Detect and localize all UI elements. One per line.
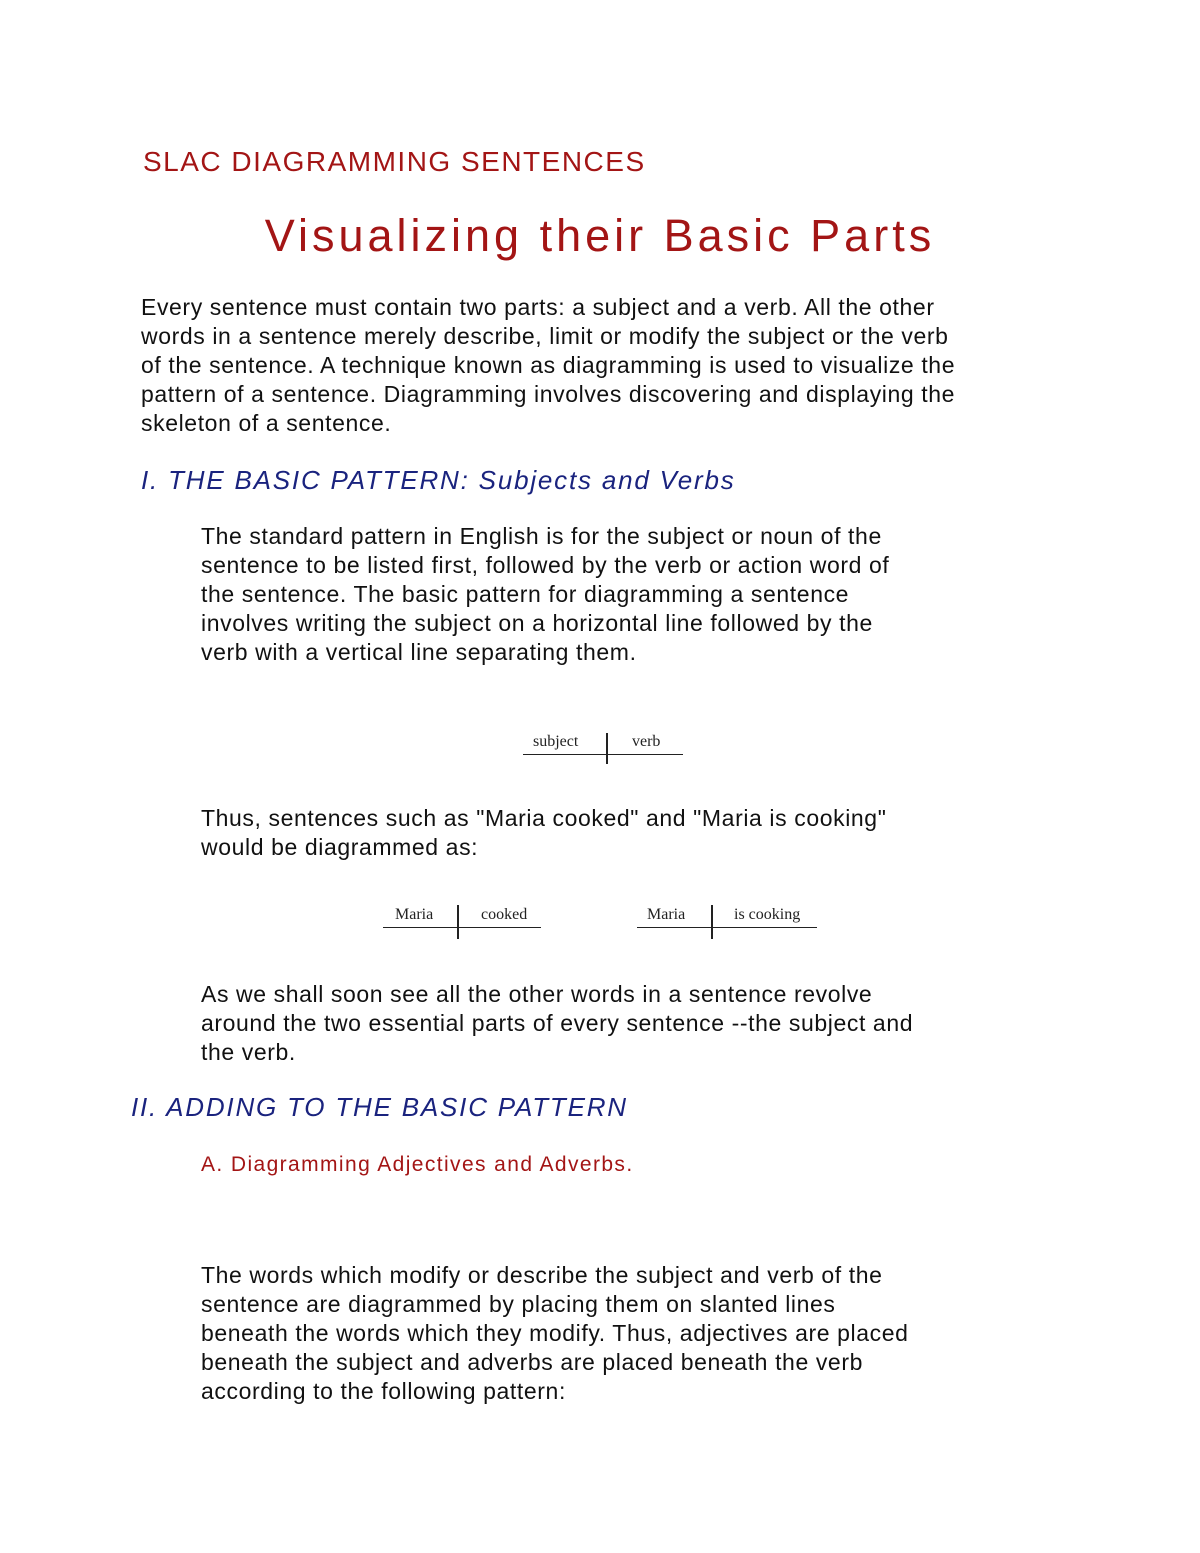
- paragraph-line: The standard pattern in English is for the subject or noun of the: [201, 523, 882, 549]
- section2-subheading: A. Diagramming Adjectives and Adverbs.: [201, 1153, 634, 1176]
- diagram-subject-word: Maria: [647, 906, 686, 923]
- diagram-divider: [711, 905, 713, 939]
- paragraph-line: the verb.: [201, 1039, 296, 1065]
- diagram-divider: [457, 905, 459, 939]
- intro-paragraph: [141, 293, 955, 438]
- document-title: Visualizing their Basic Parts: [264, 210, 936, 261]
- paragraph-line: verb with a vertical line separating them.: [201, 639, 637, 665]
- diagram-baseline: [637, 927, 817, 928]
- paragraph-line: according to the following pattern:: [201, 1378, 566, 1404]
- section1-paragraph-3: [201, 980, 913, 1067]
- section1-heading: I. THE BASIC PATTERN: Subjects and Verbs: [141, 465, 736, 495]
- diagram-baseline: [383, 927, 541, 928]
- intro-line: Every sentence must contain two parts: a subject and a verb. All the other: [141, 294, 935, 320]
- diagram-verb-word: is cooking: [734, 906, 801, 923]
- diagram-verb-word: cooked: [481, 906, 528, 923]
- paragraph-line: sentence to be listed first, followed by the verb or action word of: [201, 552, 890, 578]
- document-label: SLAC DIAGRAMMING SENTENCES: [143, 146, 646, 177]
- paragraph-line: would be diagrammed as:: [201, 834, 479, 860]
- section2-paragraph: [201, 1261, 908, 1406]
- diagram-baseline: [523, 754, 683, 755]
- paragraph-line: The words which modify or describe the subject and verb of the: [201, 1262, 883, 1288]
- paragraph-line: As we shall soon see all the other words in a sentence revolve: [201, 981, 873, 1007]
- section1-paragraph-1: [201, 522, 889, 667]
- intro-line: words in a sentence merely describe, limit or modify the subject or the verb: [141, 323, 949, 349]
- paragraph-line: the sentence. The basic pattern for diagramming a sentence: [201, 581, 850, 607]
- section1-paragraph-2: [201, 804, 886, 862]
- diagram-divider: [606, 733, 608, 764]
- paragraph-line: beneath the words which they modify. Thus, adjectives are placed: [201, 1320, 909, 1346]
- paragraph-line: beneath the subject and adverbs are placed beneath the verb: [201, 1349, 863, 1375]
- diagram-subject-word: Maria: [395, 906, 434, 923]
- paragraph-line: Thus, sentences such as "Maria cooked" and "Maria is cooking": [201, 805, 887, 831]
- intro-line: of the sentence. A technique known as diagramming is used to visualize the: [141, 352, 956, 378]
- intro-line: pattern of a sentence. Diagramming involves discovering and displaying the: [141, 381, 956, 407]
- section2-heading: II. ADDING TO THE BASIC PATTERN: [131, 1092, 628, 1122]
- diagram-verb-word: verb: [632, 733, 661, 750]
- paragraph-line: sentence are diagrammed by placing them on slanted lines: [201, 1291, 836, 1317]
- paragraph-line: around the two essential parts of every sentence --the subject and: [201, 1010, 914, 1036]
- diagram-subject-word: subject: [533, 733, 579, 750]
- paragraph-line: involves writing the subject on a horizontal line followed by the: [201, 610, 873, 636]
- intro-line: skeleton of a sentence.: [141, 410, 392, 436]
